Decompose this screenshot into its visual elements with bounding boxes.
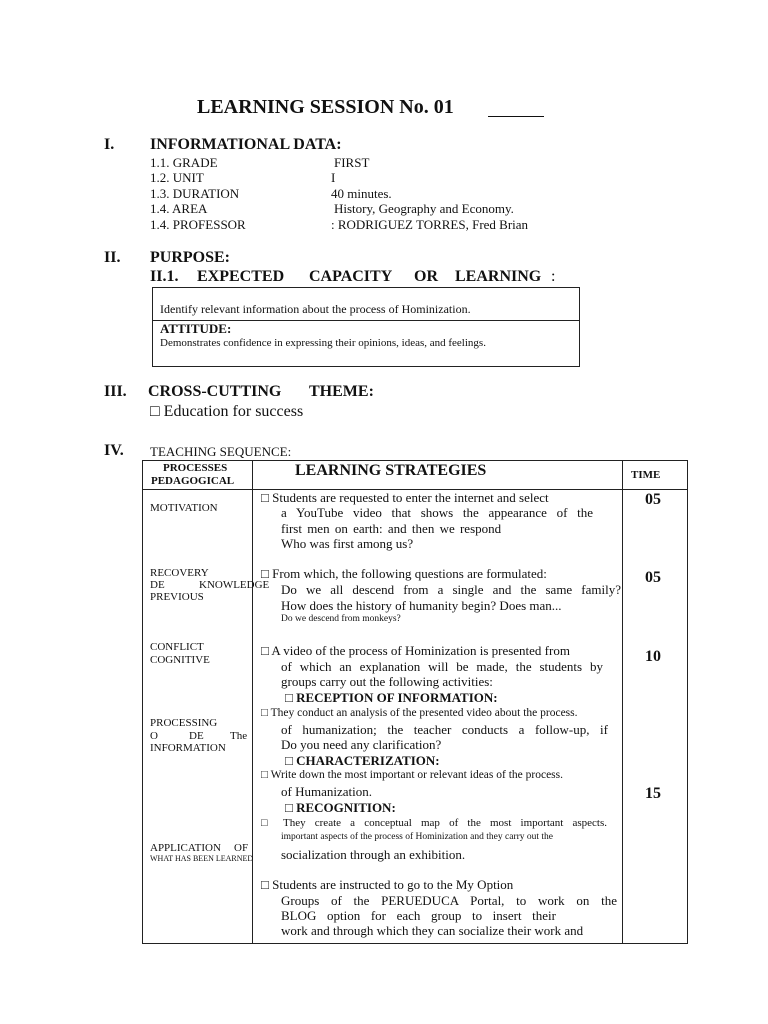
section-3-heading-b: THEME: bbox=[309, 383, 374, 400]
section-4-heading: TEACHING SEQUENCE: bbox=[150, 444, 292, 459]
process-application-1b: OF bbox=[234, 842, 249, 854]
subheading-word-expected: EXPECTED bbox=[197, 268, 285, 285]
strategy-line: □ RECOGNITION: bbox=[285, 800, 396, 815]
process-conflict-1: CONFLICT bbox=[150, 641, 204, 653]
strategy-line: □ Write down the most important or relevant ideas of the process. bbox=[261, 769, 563, 781]
strategy-line: Groups of the PERUEDUCA Portal, to work on the bbox=[281, 893, 617, 908]
strategy-line: □ CHARACTERIZATION: bbox=[285, 753, 440, 768]
attitude-text: Demonstrates confidence in expressing their opinions, ideas, and feelings. bbox=[160, 337, 486, 349]
info-label-professor: 1.4. PROFESSOR bbox=[150, 217, 246, 232]
info-value-area: History, Geography and Economy. bbox=[334, 201, 514, 216]
time-processing: 15 bbox=[645, 785, 661, 802]
process-conflict-2: COGNITIVE bbox=[150, 654, 210, 666]
info-value-grade: FIRST bbox=[334, 155, 370, 170]
subheading-word-or: OR bbox=[414, 268, 438, 285]
strategy-line: □ They create a conceptual map of the most important aspects. bbox=[261, 817, 607, 829]
strategy-line: Do we descend from monkeys? bbox=[281, 614, 401, 624]
strategy-line: Do we all descend from a single and the same family? bbox=[281, 582, 621, 597]
section-2-heading: PURPOSE: bbox=[150, 249, 230, 266]
time-motivation: 05 bbox=[645, 491, 661, 508]
strategy-line: Do you need any clarification? bbox=[281, 737, 442, 752]
process-recovery-2b: KNOWLEDGE bbox=[199, 579, 270, 591]
strategy-line: first men on earth: and then we respond bbox=[281, 521, 502, 536]
info-label-unit: 1.2. UNIT bbox=[150, 170, 204, 185]
strategy-line: socialization through an exhibition. bbox=[281, 847, 466, 862]
process-recovery-3: PREVIOUS bbox=[150, 591, 204, 603]
strategy-line: Who was first among us? bbox=[281, 536, 414, 551]
section-1-number: I. bbox=[104, 136, 115, 153]
subheading-word-capacity: CAPACITY bbox=[309, 268, 393, 285]
strategy-line: □ From which, the following questions are formulated: bbox=[261, 566, 547, 581]
subheading-number: II.1. bbox=[150, 268, 179, 285]
theme-item: □ Education for success bbox=[150, 403, 304, 420]
info-value-professor: : RODRIGUEZ TORRES, Fred Brian bbox=[331, 217, 529, 232]
section-4-number: IV. bbox=[104, 442, 124, 459]
process-processing-3: INFORMATION bbox=[150, 742, 226, 754]
info-label-duration: 1.3. DURATION bbox=[150, 186, 240, 201]
subheading-colon: : bbox=[551, 268, 556, 285]
process-processing-1: PROCESSING bbox=[150, 717, 218, 729]
header-strategies: LEARNING STRATEGIES bbox=[295, 462, 487, 479]
strategy-line: How does the history of humanity begin? Does man... bbox=[281, 598, 562, 613]
attitude-label: ATTITUDE: bbox=[160, 321, 232, 336]
info-label-area: 1.4. AREA bbox=[150, 201, 208, 216]
header-processes-2: PEDAGOGICAL bbox=[151, 475, 235, 487]
strategy-line: work and through which they can socialize their work and bbox=[281, 923, 584, 938]
process-recovery-2a: DE bbox=[150, 579, 165, 591]
page-title: LEARNING SESSION No. 01 bbox=[197, 96, 454, 118]
strategy-line: □ RECEPTION OF INFORMATION: bbox=[285, 690, 498, 705]
subheading-word-learning: LEARNING bbox=[455, 268, 542, 285]
strategy-line: □ Students are requested to enter the internet and select bbox=[261, 490, 549, 505]
process-processing-2a: O bbox=[150, 730, 158, 742]
process-motivation: MOTIVATION bbox=[150, 502, 218, 514]
process-processing-2b: DE bbox=[189, 730, 204, 742]
process-application-1a: APPLICATION bbox=[150, 842, 221, 854]
header-processes-1: PROCESSES bbox=[163, 462, 228, 474]
section-1-heading: INFORMATIONAL DATA: bbox=[150, 136, 342, 153]
strategy-line: groups carry out the following activities: bbox=[281, 674, 493, 689]
process-processing-2c: The bbox=[230, 730, 248, 742]
strategy-line: a YouTube video that shows the appearance of the bbox=[281, 505, 593, 520]
strategy-line: of humanization; the teacher conducts a follow-up, if bbox=[281, 722, 608, 737]
table-col-divider-2 bbox=[622, 461, 623, 943]
capacity-text: Identify relevant information about the process of Hominization. bbox=[160, 302, 471, 316]
time-recovery: 05 bbox=[645, 569, 661, 586]
header-time: TIME bbox=[631, 469, 661, 481]
process-recovery-1: RECOVERY bbox=[150, 567, 209, 579]
section-3-heading-a: CROSS-CUTTING bbox=[148, 383, 282, 400]
info-label-grade: 1.1. GRADE bbox=[150, 155, 218, 170]
strategy-line: □ They conduct an analysis of the presented video about the process. bbox=[261, 707, 578, 719]
title-underline bbox=[488, 116, 544, 117]
teaching-sequence-table bbox=[142, 460, 688, 944]
section-2-number: II. bbox=[104, 249, 121, 266]
info-value-unit: I bbox=[331, 170, 336, 185]
capacity-box bbox=[152, 287, 580, 367]
strategy-line: important aspects of the process of Hominization and they carry out the bbox=[281, 832, 553, 842]
table-col-divider-1 bbox=[252, 461, 253, 943]
strategy-line: of Humanization. bbox=[281, 784, 372, 799]
section-3-number: III. bbox=[104, 383, 127, 400]
time-conflict: 10 bbox=[645, 648, 661, 665]
strategy-line: BLOG option for each group to insert their bbox=[281, 908, 556, 923]
process-application-2: WHAT HAS BEEN LEARNED bbox=[150, 854, 254, 863]
strategy-line: □ A video of the process of Hominization is presented from bbox=[261, 643, 570, 658]
info-value-duration: 40 minutes. bbox=[331, 186, 392, 201]
strategy-line: of which an explanation will be made, the students by bbox=[281, 659, 603, 674]
strategy-line: □ Students are instructed to go to the My Option bbox=[261, 877, 514, 892]
